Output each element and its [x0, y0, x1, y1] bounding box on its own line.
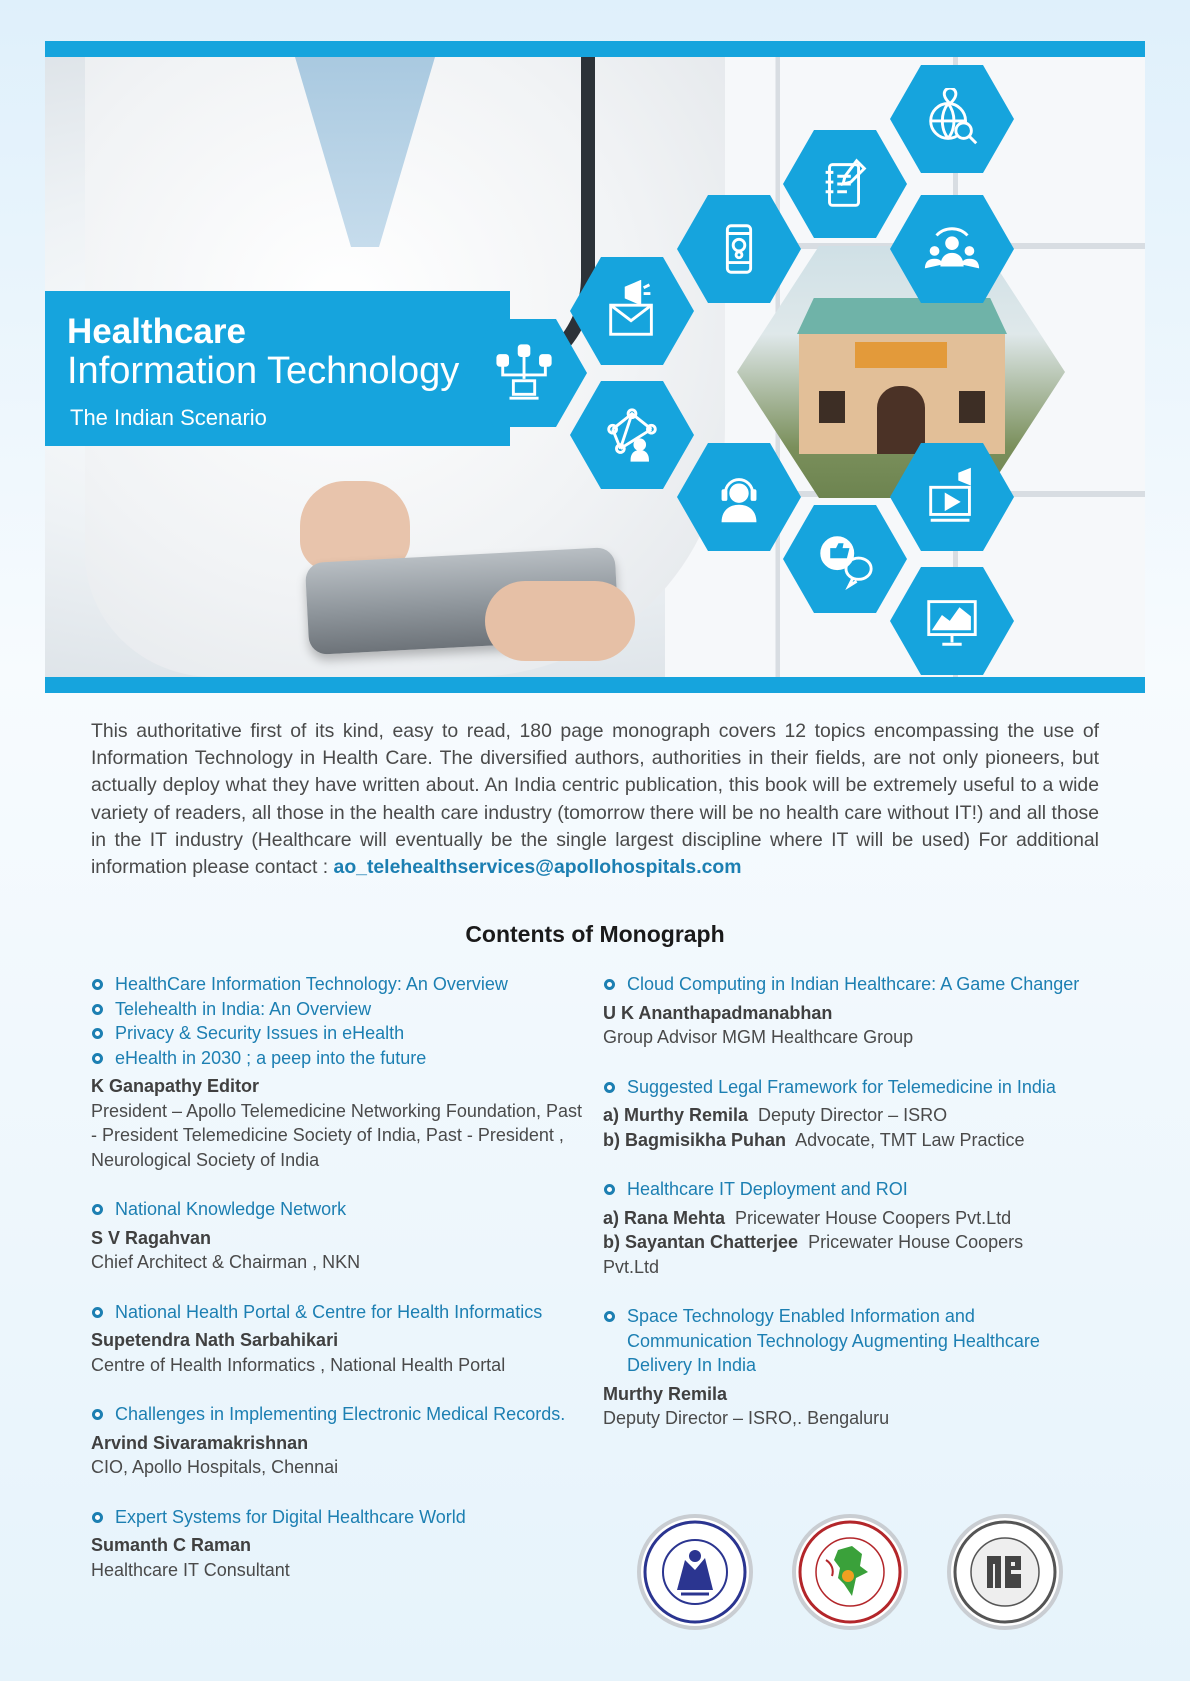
contents-left-column	[91, 972, 591, 1607]
topic-item: Cloud Computing in Indian Healthcare: A Game Changer	[603, 972, 1081, 997]
author-role: Pricewater House Coopers Pvt.Ltd	[735, 1207, 1012, 1228]
banner-title-box	[45, 291, 510, 446]
author-role: CIO, Apollo Hospitals, Chennai	[91, 1457, 339, 1477]
author-role: Centre of Health Informatics , National Health Portal	[91, 1354, 506, 1375]
author-name: Supetendra Nath Sarbahikari	[91, 1330, 339, 1350]
contents-entry	[603, 1177, 1081, 1279]
topic-item: National Health Portal & Centre for Health Informatics	[91, 1300, 591, 1325]
banner-title-line1: Healthcare	[67, 312, 246, 351]
author-name: a) Murthy Remila	[603, 1105, 749, 1125]
author-role: Chief Architect & Chairman , NKN	[91, 1252, 361, 1272]
author-name: U K Ananthapadmanabhan	[603, 1002, 833, 1023]
banner-bottom-bar	[45, 677, 1145, 693]
banner-title-line2: Information Technology	[67, 350, 460, 392]
contents-entry	[603, 972, 1081, 1050]
author-name: Sumanth C Raman	[91, 1535, 252, 1555]
contents-entry	[91, 1300, 591, 1378]
banner-top-bar	[45, 41, 1145, 57]
topic-item: Healthcare IT Deployment and ROI	[603, 1177, 1081, 1202]
banner-subtitle: The Indian Scenario	[70, 405, 267, 430]
author-name: Arvind Sivaramakrishnan	[91, 1432, 309, 1453]
author-line	[603, 1206, 1081, 1231]
institution-of-engineers-logo	[637, 1514, 753, 1630]
house-window	[959, 391, 985, 423]
house-door	[877, 386, 925, 454]
topic-item: Suggested Legal Framework for Telemedicine in India	[603, 1075, 1081, 1100]
contents-heading: Contents of Monograph	[465, 921, 725, 947]
topic-item: Privacy & Security Issues in eHealth	[91, 1021, 591, 1046]
house-roof	[797, 298, 1007, 334]
author-line	[603, 1103, 1081, 1128]
contact-email-link[interactable]: ao_telehealthservices@apollohospitals.com	[333, 856, 742, 879]
topic-item: eHealth in 2030 ; a peep into the future	[91, 1046, 591, 1071]
ndrf-logo	[947, 1514, 1063, 1630]
contents-entry	[91, 972, 591, 1172]
author-name: b) Sayantan Chatterjee	[603, 1232, 799, 1252]
author-name: a) Rana Mehta	[603, 1207, 726, 1228]
telemedicine-society-logo	[792, 1514, 908, 1630]
author-line	[603, 1128, 1081, 1153]
author-role: Deputy Director – ISRO	[758, 1105, 948, 1125]
doctor-hand-holding	[485, 581, 635, 661]
author-name: b) Bagmisikha Puhan	[603, 1129, 787, 1150]
contents-entry	[603, 1304, 1081, 1431]
contents-right-column	[603, 972, 1081, 1456]
contents-entry	[91, 1197, 591, 1275]
hero-banner	[45, 41, 1145, 693]
house-window	[819, 391, 845, 423]
contents-entry	[603, 1075, 1081, 1153]
author-name: K Ganapathy Editor	[91, 1076, 260, 1096]
topic-item: Telehealth in India: An Overview	[91, 997, 591, 1022]
topic-item: HealthCare Information Technology: An Overview	[91, 972, 591, 997]
author-role: Pricewater House Coopers Pvt.Ltd	[603, 1232, 1024, 1277]
author-name: S V Ragahvan	[91, 1227, 212, 1248]
topic-item: Challenges in Implementing Electronic Medical Records.	[91, 1402, 591, 1427]
author-role: Healthcare IT Consultant	[91, 1559, 290, 1580]
topic-item: Space Technology Enabled Information and Communication Technology Augmenting Healthcare Delivery In India	[603, 1304, 1081, 1378]
author-line	[603, 1230, 1081, 1279]
intro-paragraph	[91, 718, 1099, 881]
author-role: Deputy Director – ISRO,. Bengaluru	[603, 1408, 890, 1428]
contents-entry	[91, 1402, 591, 1480]
topic-item: Expert Systems for Digital Healthcare World	[91, 1505, 591, 1530]
author-name: Murthy Remila	[603, 1383, 728, 1404]
contents-entry	[91, 1505, 591, 1583]
author-role: Advocate, TMT Law Practice	[795, 1129, 1025, 1150]
author-role: President – Apollo Telemedicine Networking Foundation, Past - President Telemedicine Society of India, Past - President , Neurological Society of India	[91, 1100, 582, 1170]
topic-item: National Knowledge Network	[91, 1197, 591, 1222]
intro-text: This authoritative first of its kind, easy to read, 180 page monograph covers 12 topics encompassing the use of Information Technology in Health Care. The diversified authors, authorities in their fields, are not only pioneers, but actually deploy what they have written about. An India centric publication, this book will be extremely useful to a wide variety of readers, all those in the health care industry (tomorrow there will be no health care without IT!) and all those in the IT industry (Healthcare will eventually be the single largest discipline where IT will be used) For additional information please contact :	[91, 720, 1099, 879]
author-role: Group Advisor MGM Healthcare Group	[603, 1027, 914, 1047]
house-sign	[855, 342, 947, 368]
